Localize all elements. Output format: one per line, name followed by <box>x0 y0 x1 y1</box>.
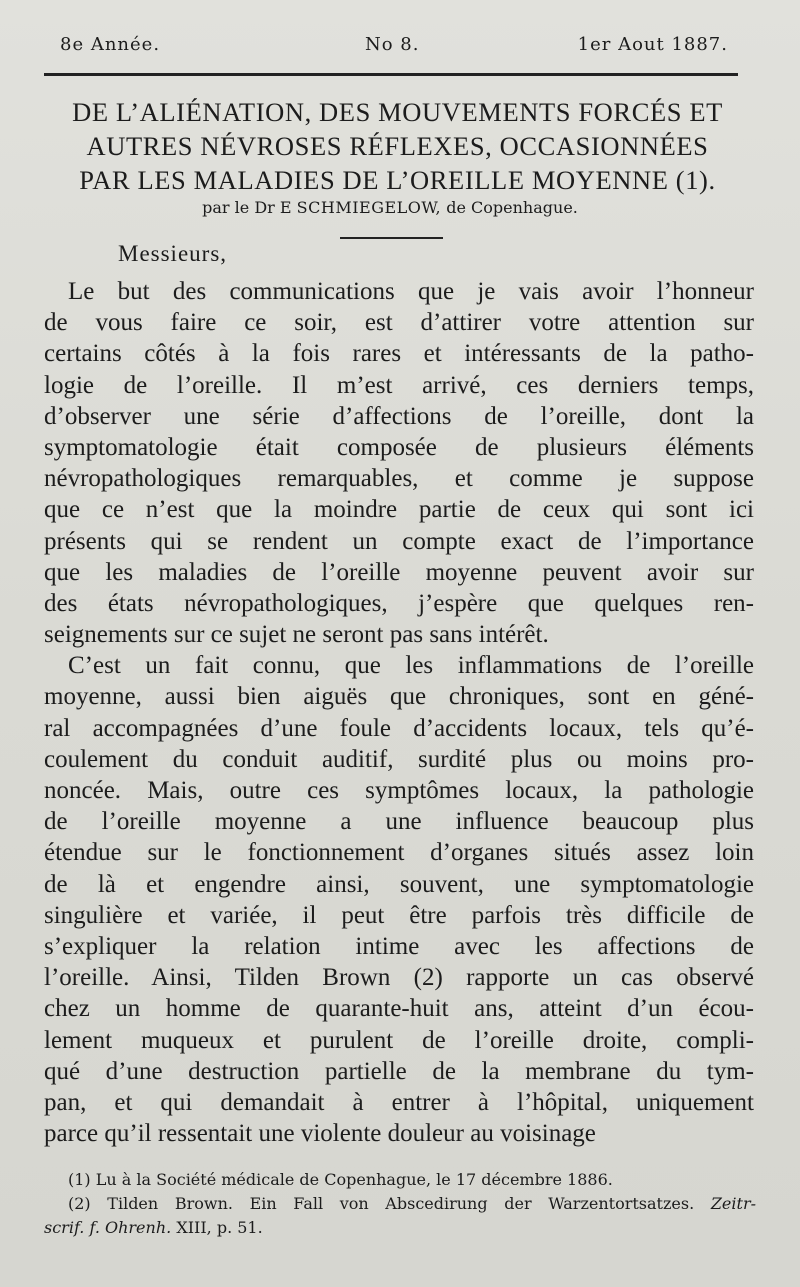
body-line: d’observer une série d’affections de l’oreille, dont la <box>44 402 754 430</box>
footnote-2-citation: (2) Tilden Brown. Ein Fall von Abscedirung der Warzentortsatzes. <box>68 1194 695 1213</box>
author-prefix: par le Dr E <box>202 198 292 217</box>
body-line: que les maladies de l’oreille moyenne peuvent avoir sur <box>44 558 754 586</box>
body-line: logie de l’oreille. Il m’est arrivé, ces derniers temps, <box>44 371 754 399</box>
footnote-2-journal: Zeitr- <box>710 1194 756 1213</box>
body-line: certains côtés à la fois rares et intéressants de la patho- <box>44 340 754 368</box>
title-line: DE L’ALIÉNATION, DES MOUVEMENTS FORCÉS ET <box>72 97 723 127</box>
body-line: présents qui se rendent un compte exact de l’importance <box>44 527 754 555</box>
body-line: parce qu’il ressentait une violente douleur au voisinage <box>44 1120 596 1148</box>
footnote-2-journal-cont: scrif. f. Ohrenh. <box>44 1218 172 1237</box>
body-line: qué d’une destruction partielle de la membrane du tym- <box>44 1057 754 1085</box>
footnotes <box>44 1168 756 1240</box>
footnote-1: (1) Lu à la Société médicale de Copenhague, le 17 décembre 1886. <box>68 1170 613 1189</box>
title-line: AUTRES NÉVROSES RÉFLEXES, OCCASIONNÉES <box>86 131 709 161</box>
body-line: C’est un fait connu, que les inflammations de l’oreille <box>68 652 754 680</box>
footnote-2-continued <box>44 1216 756 1240</box>
body-line: ral accompagnées d’une foule d’accidents locaux, tels qu’é- <box>44 714 754 742</box>
body-line: névropathologiques remarquables, et comme je suppose <box>44 465 754 493</box>
body-line: l’oreille. Ainsi, Tilden Brown (2) rapporte un cas observé <box>44 964 754 992</box>
body-line: symptomatologie était composée de plusieurs éléments <box>44 433 754 461</box>
salutation: Messieurs, <box>118 241 228 266</box>
title-separator-rule <box>340 237 443 239</box>
header-year: 8e Année. <box>60 34 161 55</box>
body-line: moyenne, aussi bien aiguës que chroniques, sont en géné- <box>44 683 754 711</box>
article-title <box>40 95 755 197</box>
body-line: de l’oreille moyenne a une influence beaucoup plus <box>44 808 754 836</box>
body-line: pan, et qui demandait à entrer à l’hôpital, uniquement <box>44 1088 754 1116</box>
body-line: de là et engendre ainsi, souvent, une symptomatologie <box>44 870 754 898</box>
body-line: s’expliquer la relation intime avec les affections de <box>44 932 754 960</box>
body-line: coulement du conduit auditif, surdité plus ou moins pro- <box>44 745 754 773</box>
title-line: PAR LES MALADIES DE L’OREILLE MOYENNE (1). <box>79 165 716 195</box>
body-line: Le but des communications que je vais avoir l’honneur <box>68 278 754 305</box>
body-line: des états névropathologiques, j’espère que quelques ren- <box>44 589 754 617</box>
footnote-2-reference: XIII, p. 51. <box>176 1218 263 1237</box>
body-line: que ce n’est que la moindre partie de ceux qui sont ici <box>44 496 754 524</box>
body-line: étendue sur le fonctionnement d’organes situés assez loin <box>44 839 754 867</box>
header-date: 1er Aout 1887. <box>577 34 728 55</box>
footnote-2 <box>44 1192 756 1216</box>
author-location: de Copenhague. <box>446 198 578 217</box>
body-line: de vous faire ce soir, est d’attirer votre attention sur <box>44 309 754 337</box>
author-name: SCHMIEGELOW, <box>296 198 442 217</box>
header-issue-number: No 8. <box>365 34 420 55</box>
header-rule <box>44 73 738 76</box>
body-line: lement muqueux et purulent de l’oreille droite, compli- <box>44 1026 754 1054</box>
body-line: noncée. Mais, outre ces symptômes locaux, la pathologie <box>44 777 754 804</box>
body-text <box>44 276 754 1149</box>
body-line: seignements sur ce sujet ne seront pas sans intérêt. <box>44 621 549 649</box>
author-byline <box>160 198 620 217</box>
body-line: chez un homme de quarante-huit ans, atteint d’un écou- <box>44 995 754 1023</box>
body-line: singulière et variée, il peut être parfois très difficile de <box>44 901 754 929</box>
